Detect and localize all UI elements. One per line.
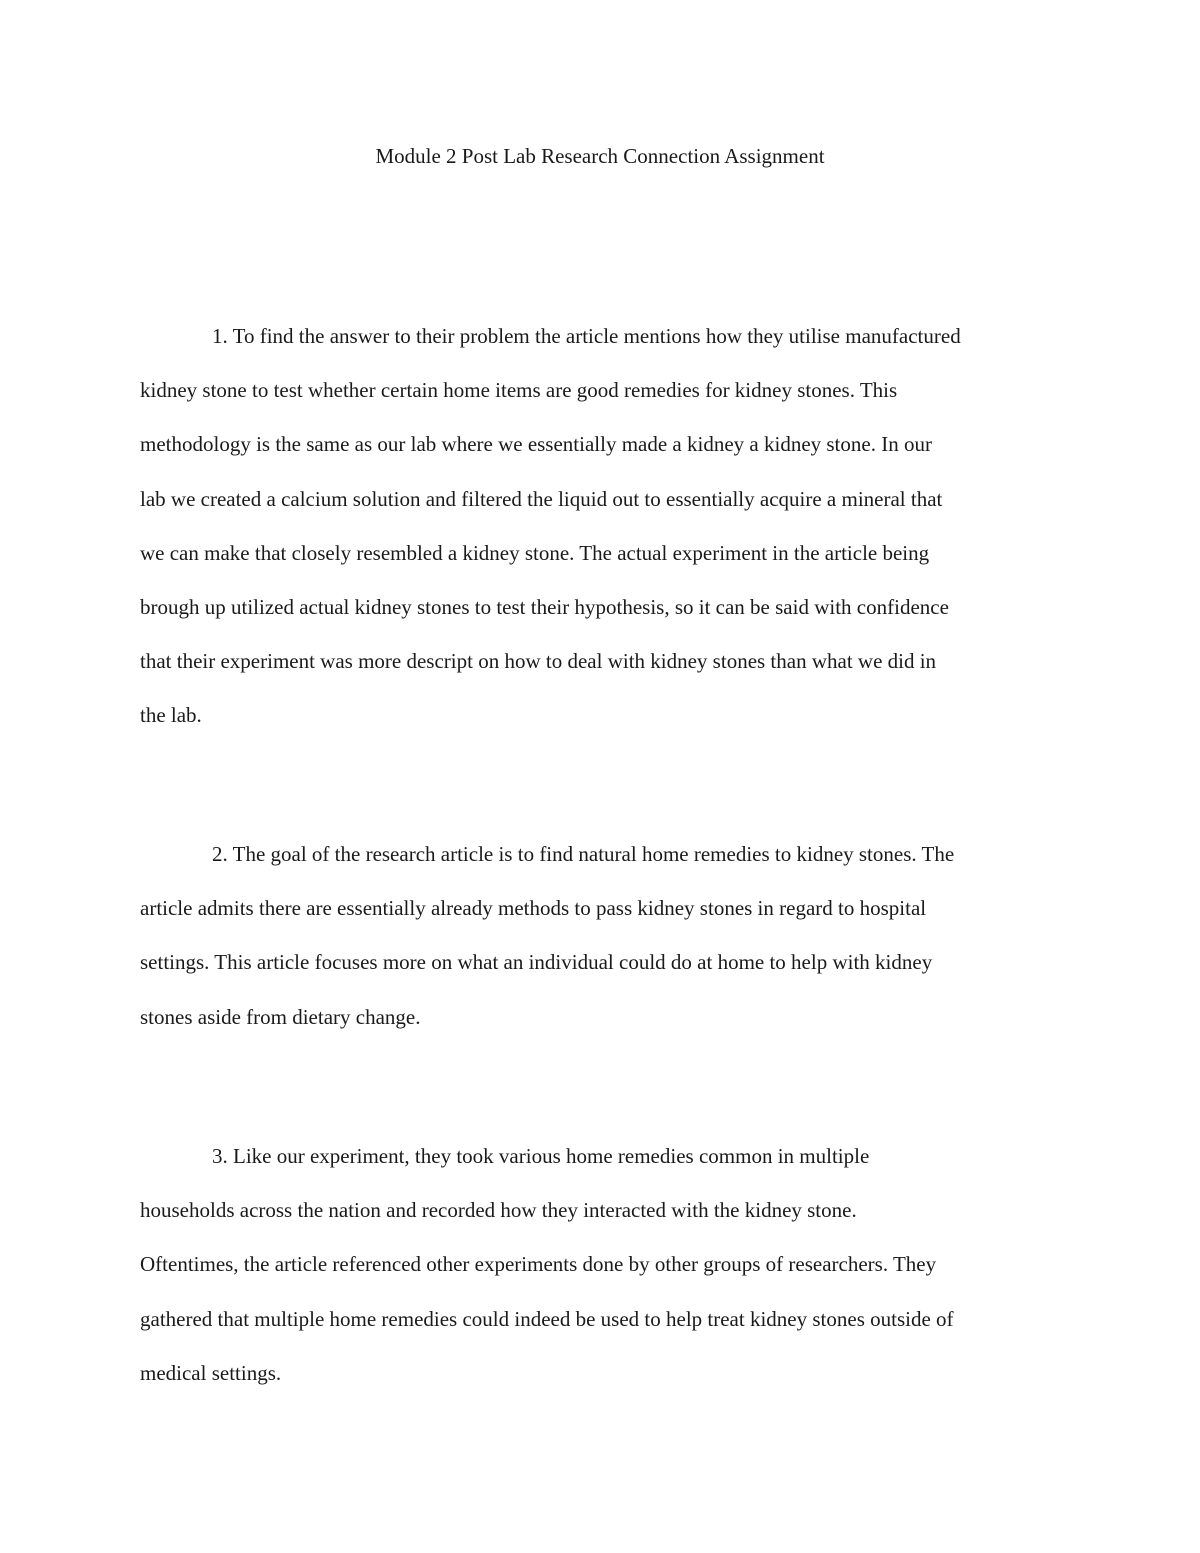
document-title: Module 2 Post Lab Research Connection Assignment: [375, 144, 825, 168]
paragraph-line: Oftentimes, the article referenced other experiments done by other groups of researchers. They: [140, 1252, 937, 1277]
paragraph-line: brough up utilized actual kidney stones to test their hypothesis, so it can be said with confidence: [140, 595, 949, 620]
paragraph-line: article admits there are essentially already methods to pass kidney stones in regard to hospital: [140, 896, 927, 921]
paragraph-3: [140, 1129, 1060, 1400]
paragraph-2: [140, 827, 1060, 1044]
paragraph-line: settings. This article focuses more on what an individual could do at home to help with kidney: [140, 950, 933, 975]
paragraph-line: the lab.: [140, 703, 202, 728]
paragraph-line: methodology is the same as our lab where we essentially made a kidney a kidney stone. In our: [140, 432, 932, 457]
paragraph-line: medical settings.: [140, 1360, 282, 1385]
paragraph-line: lab we created a calcium solution and filtered the liquid out to essentially acquire a mineral that: [140, 486, 943, 511]
paragraph-line: that their experiment was more descript on how to deal with kidney stones than what we did in: [140, 649, 937, 674]
paragraph-line: gathered that multiple home remedies could indeed be used to help treat kidney stones outside of: [140, 1306, 954, 1331]
paragraph-line: we can make that closely resembled a kidney stone. The actual experiment in the article being: [140, 540, 930, 565]
paragraph-line: stones aside from dietary change.: [140, 1004, 421, 1029]
paragraph-line: households across the nation and recorded how they interacted with the kidney stone.: [140, 1198, 857, 1223]
paragraph-line: 3. Like our experiment, they took various home remedies common in multiple: [212, 1144, 870, 1168]
paragraph-1: [140, 309, 1060, 743]
paragraph-line: 2. The goal of the research article is to find natural home remedies to kidney stones. The: [212, 842, 955, 866]
paragraph-line: kidney stone to test whether certain home items are good remedies for kidney stones. This: [140, 378, 898, 403]
paragraph-line: 1. To find the answer to their problem the article mentions how they utilise manufactured: [212, 324, 961, 348]
